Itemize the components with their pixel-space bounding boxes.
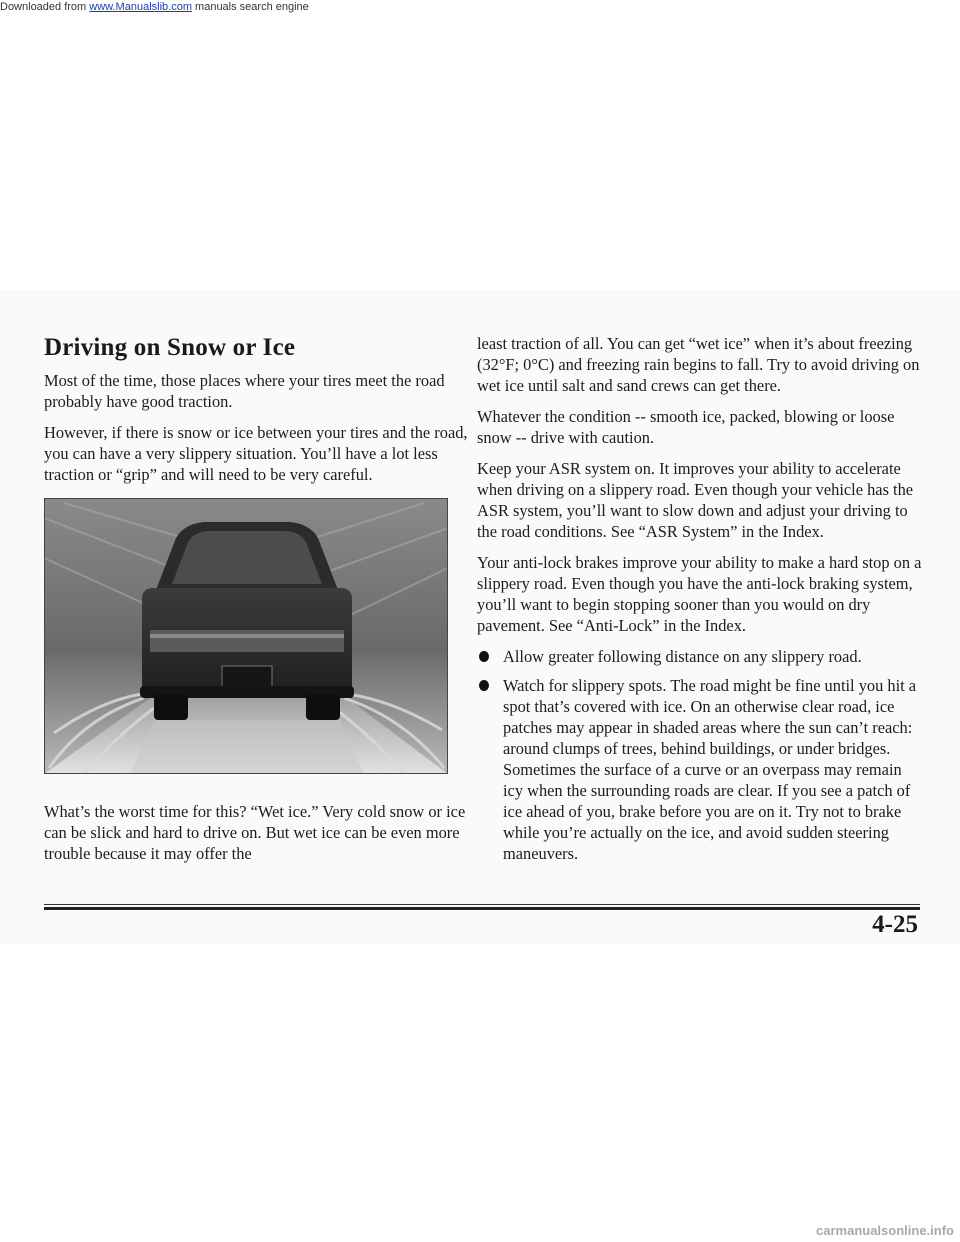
bullet-icon xyxy=(479,651,489,662)
tips-list xyxy=(477,646,922,864)
right-paragraph-4: Your anti-lock brakes improve your ability to make a hard stop on a slippery road. Even though you have the anti-lock braking system, you’ll want to begin stopping sooner than you would on dry pavement. See “Anti-Lock” in the Index. xyxy=(477,553,922,635)
left-paragraph-3: What’s the worst time for this? “Wet ice.” Very cold snow or ice can be slick and hard to drive on. But wet ice can be even more trouble because it may offer the xyxy=(44,802,466,863)
manualslib-link[interactable]: www.Manualslib.com xyxy=(89,1,192,13)
car-rear-view-image xyxy=(44,498,448,774)
footer-rule-thin xyxy=(44,904,920,905)
left-column-after-figure xyxy=(44,801,484,874)
right-paragraph-2: Whatever the condition -- smooth ice, packed, blowing or loose snow -- drive with caution. xyxy=(477,407,895,447)
page-number: 4-25 xyxy=(872,911,918,938)
right-paragraph-3: Keep your ASR system on. It improves your ability to accelerate when driving on a slippery road. Even though your vehicle has the ASR system, you’ll want to slow down and adjust your driving to the road conditions. See “ASR System” in the Index. xyxy=(477,459,914,541)
list-item xyxy=(477,675,922,864)
right-paragraph-1: least traction of all. You can get “wet ice” when it’s about freezing (32°F; 0°C) and freezing rain begins to fall. Try to avoid driving on wet ice until salt and sand crews can get there. xyxy=(477,334,920,395)
car-on-ice-illustration xyxy=(44,498,448,774)
bullet-icon xyxy=(479,680,489,691)
left-paragraph-2: However, if there is snow or ice between your tires and the road, you can have a very slippery situation. You’ll have a lot less traction or “grip” and will need to be very careful. xyxy=(44,423,468,484)
bullet-text: Watch for slippery spots. The road might be fine until you hit a spot that’s covered with ice. On an otherwise clear road, ice patches may appear in shaded areas where the sun can’t reach: around clumps of trees, behind buildings, or under bridges. Sometimes the surface of a curve or an overpass may remain icy when the surrounding roads are clear. If you see a patch of ice ahead of you, brake before you are on it. Try not to brake while you’re actually on the ice, and avoid sudden steering maneuvers. xyxy=(503,676,917,863)
left-column xyxy=(44,334,484,495)
banner-suffix: manuals search engine xyxy=(191,1,309,13)
bullet-text: Allow greater following distance on any slippery road. xyxy=(503,647,862,666)
footer-rule-thick xyxy=(44,907,920,910)
list-item xyxy=(477,646,922,667)
section-title: Driving on Snow or Ice xyxy=(44,334,296,361)
left-paragraph-1: Most of the time, those places where your tires meet the road probably have good traction. xyxy=(44,371,445,411)
right-column xyxy=(477,333,922,872)
site-watermark: carmanualsonline.info xyxy=(816,1223,954,1238)
download-banner xyxy=(0,0,960,16)
banner-prefix: Downloaded from xyxy=(0,1,90,13)
